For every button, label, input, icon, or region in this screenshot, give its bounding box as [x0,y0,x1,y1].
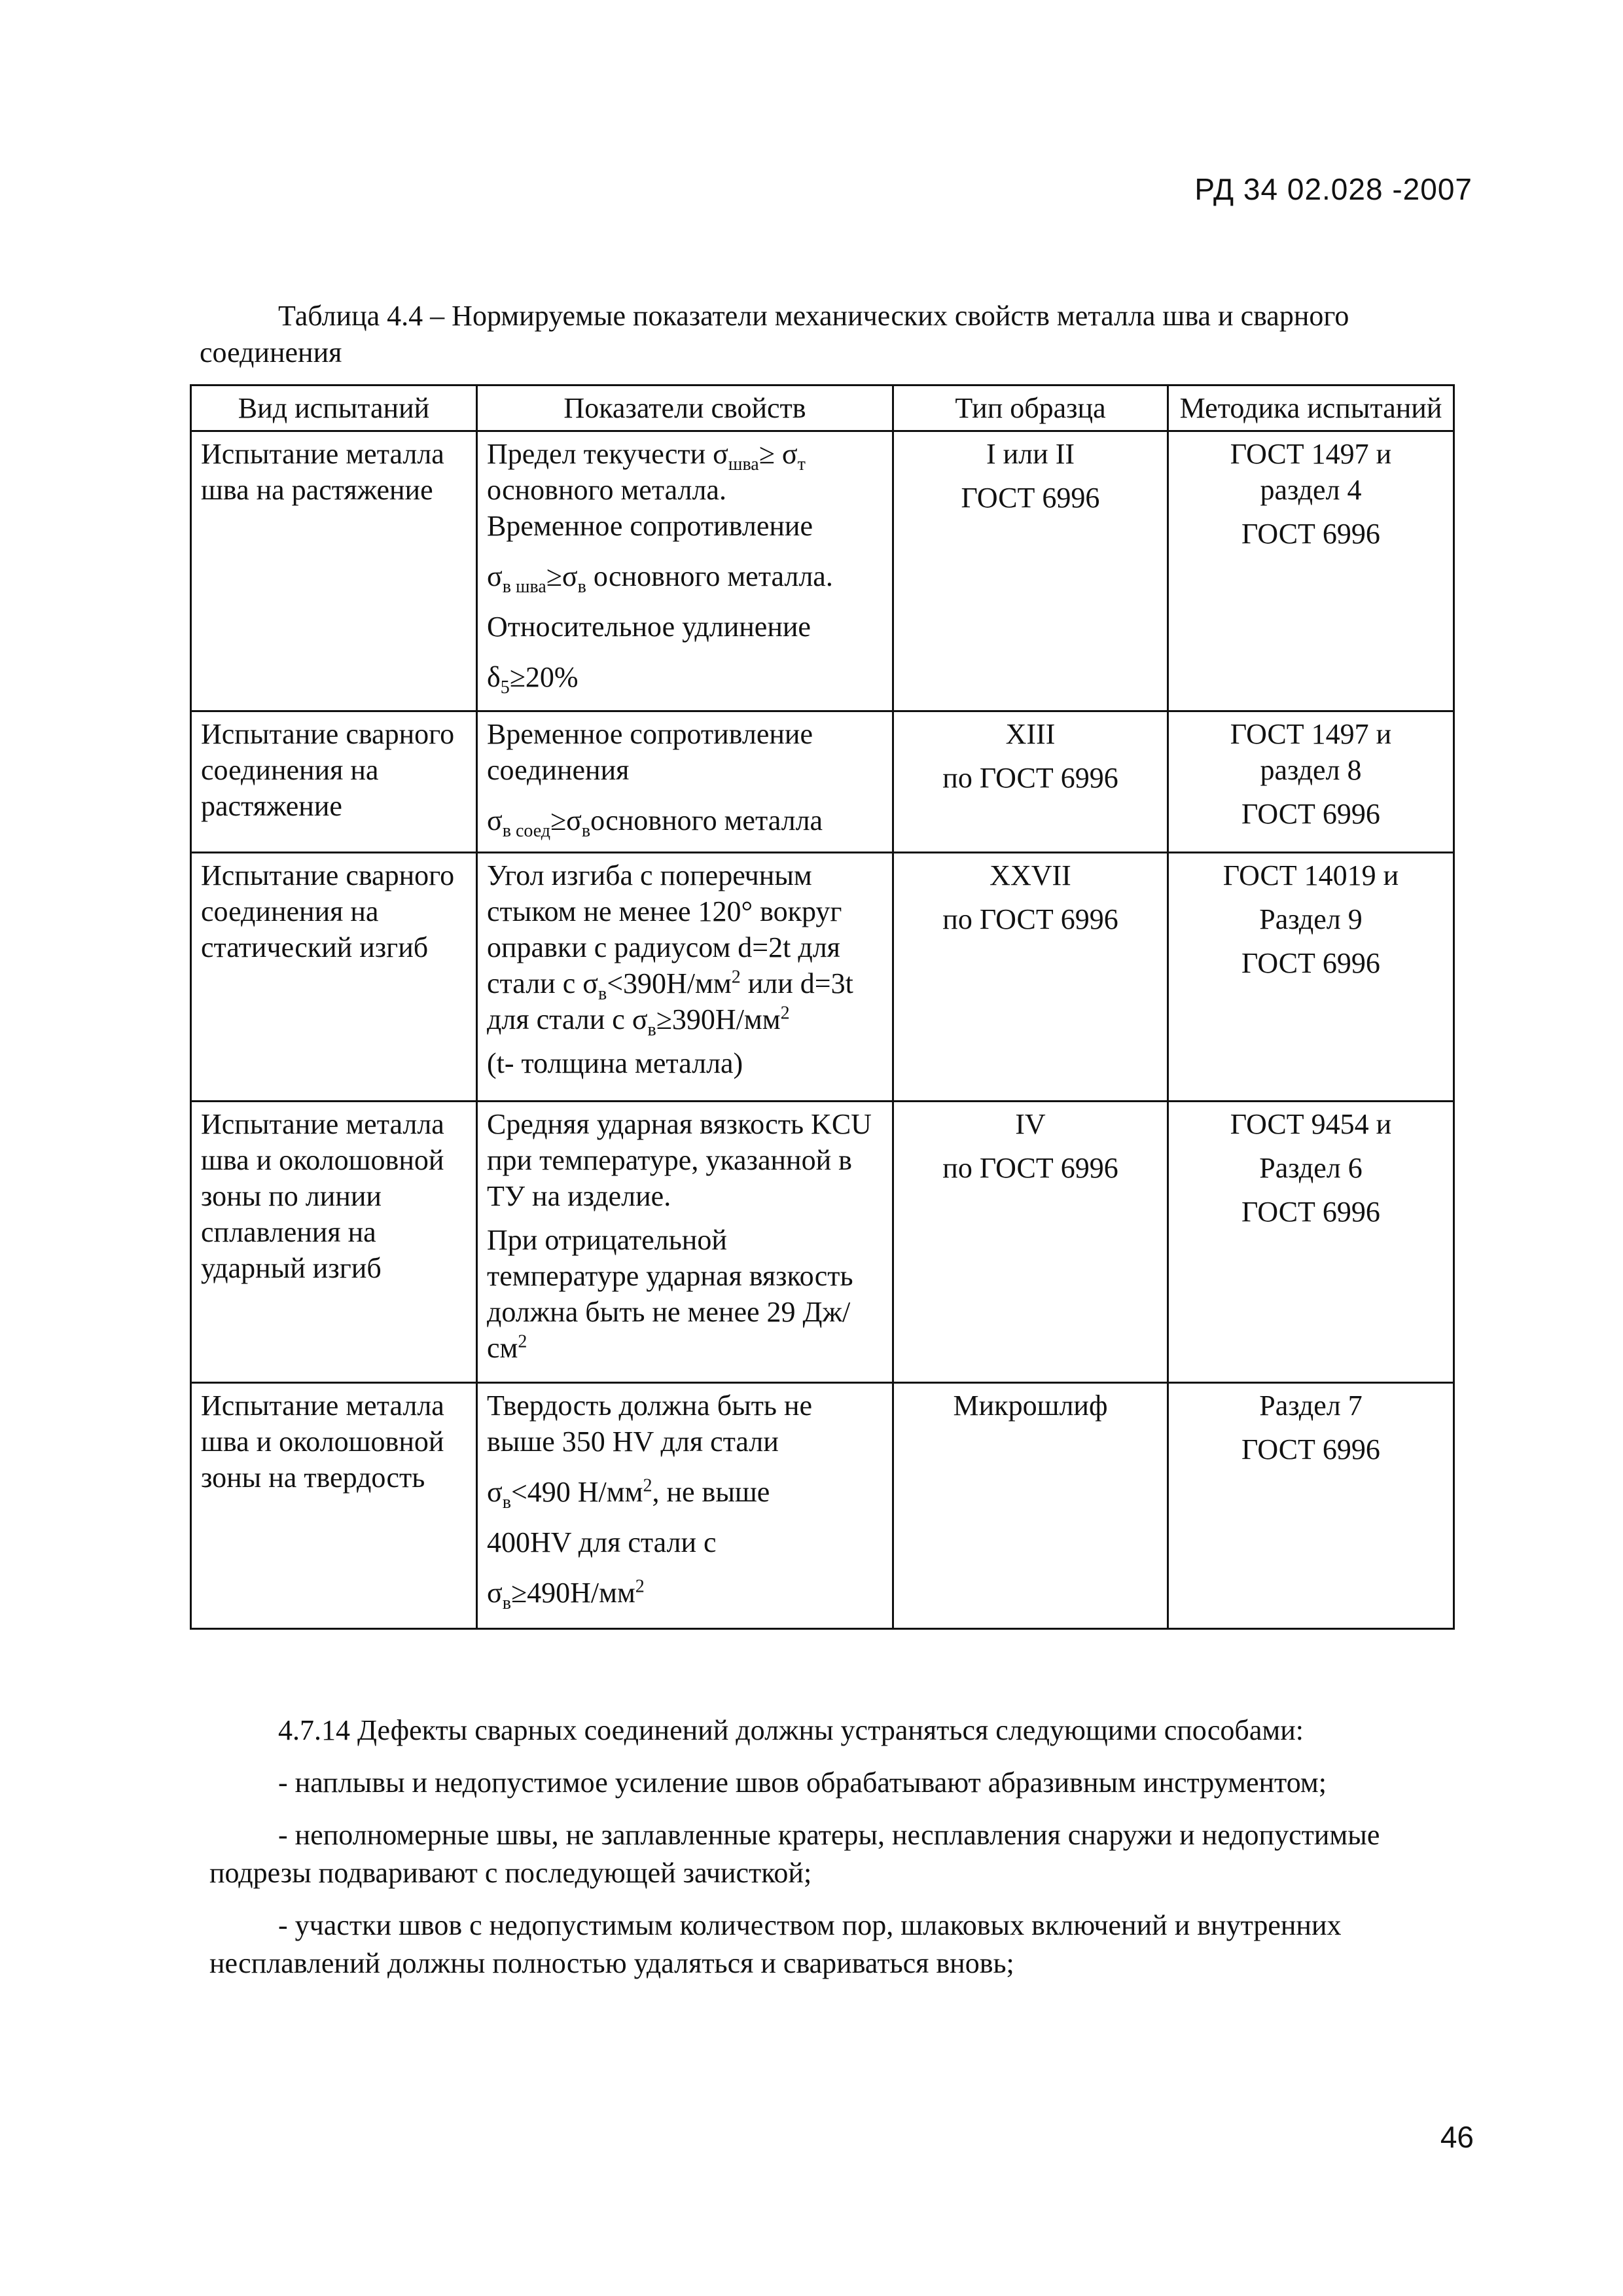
type-line: по ГОСТ 6996 [942,1152,1118,1184]
prop-line: 400HV для стали с [487,1526,717,1558]
method-line: раздел 8 [1260,754,1362,786]
cell-test [191,853,477,1102]
col-header-method: Методика испытаний [1168,386,1454,431]
document-code: РД 34 02.028 -2007 [1194,172,1472,206]
list-item: - неполномерные швы, не заплавленные кратеры, несплавления снаружи и недопустимые подрезы подваривают с последующей зачисткой; [209,1819,1380,1889]
properties-table [190,384,1455,1630]
method-line: ГОСТ 6996 [1241,798,1380,830]
type-line: по ГОСТ 6996 [942,762,1118,794]
table-caption: Таблица 4.4 – Нормируемые показатели механических свойств металла шва и сварного соединения [200,300,1349,368]
test-name: Испытание металла шва на растяжение [201,438,444,506]
cell-type [893,1102,1168,1383]
prop-line: (t- толщина металла) [487,1047,743,1079]
cell-test [191,1102,477,1383]
test-name: Испытание сварного соединения на статический изгиб [201,859,455,963]
cell-test [191,1383,477,1629]
test-name: Испытание сварного соединения на растяжение [201,718,455,822]
cell-method [1168,711,1454,853]
cell-props [477,1102,893,1383]
table-row [191,431,1454,711]
prop-line: Относительное удлинение [487,611,811,643]
method-line: Раздел 6 [1259,1152,1363,1184]
method-line: Раздел 9 [1259,903,1363,935]
type-line: Микрошлиф [953,1390,1108,1422]
page-number: 46 [1440,2120,1474,2154]
cell-method [1168,1383,1454,1629]
cell-props [477,853,893,1102]
cell-type [893,711,1168,853]
test-name: Испытание металла шва и околошовной зоны на твердость [201,1390,444,1494]
body-text [209,1712,1456,1997]
cell-type [893,853,1168,1102]
cell-method [1168,431,1454,711]
cell-test [191,711,477,853]
prop-line: $\sigma_{в соед}\ge\sigma_восновного$ металла [487,804,823,841]
type-line: IV [1015,1108,1046,1140]
prop-line: Твердость должна быть не выше 350 HV для стали [487,1390,813,1458]
table-header-row [191,386,1454,431]
prop-line: $\delta_5\ge 20\%$ [487,661,579,698]
prop-line: Угол изгиба с поперечным стыком не менее 120° вокруг оправки с радиусом d=2t для стали с $\sigma_в<390Н/мм^2$ или d=3t для стали с $\sigma_в\ge 390Н/мм^2$ [487,859,853,1040]
table-row [191,711,1454,853]
type-line: I или II [986,438,1075,470]
cell-method [1168,853,1454,1102]
prop-line: Средняя ударная вязкость KCU при температуре, указанной в ТУ на изделие. [487,1108,872,1212]
table-row [191,1383,1454,1629]
prop-line: Предел текучести $\sigma_{шва}\ge \sigma_т$ основного металла. [487,438,806,506]
prop-line: Временное сопротивление соединения [487,718,813,786]
method-line: ГОСТ 6996 [1241,947,1380,979]
col-header-props: Показатели свойств [477,386,893,431]
col-header-test: Вид испытаний [191,386,477,431]
list-item: - участки швов с недопустимым количеством пор, шлаковых включений и внутренних несплавлений должны полностью удаляться и свариваться вновь; [209,1909,1342,1979]
method-line: ГОСТ 6996 [1241,518,1380,550]
cell-props [477,711,893,853]
type-line: ГОСТ 6996 [961,482,1100,514]
table-row [191,1102,1454,1383]
prop-line: $\sigma_в\ge 490Н/мм^2$ [487,1576,645,1613]
type-line: XIII [1005,718,1056,750]
method-line: ГОСТ 9454 и [1230,1108,1392,1140]
cell-test [191,431,477,711]
type-line: XXVII [990,859,1071,891]
method-line: Раздел 7 [1259,1390,1363,1422]
cell-props [477,431,893,711]
test-name: Испытание металла шва и околошовной зоны по линии сплавления на ударный изгиб [201,1108,444,1284]
prop-line: При отрицательной температуре ударная вязкость должна быть не менее 29 $Дж/см^2$ [487,1224,853,1364]
list-item: - наплывы и недопустимое усиление швов обрабатывают абразивным инструментом; [278,1767,1327,1799]
method-line: ГОСТ 6996 [1241,1433,1380,1465]
type-line: по ГОСТ 6996 [942,903,1118,935]
cell-method [1168,1102,1454,1383]
prop-line: $\sigma_{в шва}\ge\sigma_в$ основного металла. [487,560,833,597]
col-header-type: Тип образца [893,386,1168,431]
method-line: ГОСТ 1497 и [1230,718,1392,750]
cell-props [477,1383,893,1629]
paragraph: 4.7.14 Дефекты сварных соединений должны устраняться следующими способами: [278,1714,1304,1746]
prop-line: Временное сопротивление [487,510,813,542]
method-line: ГОСТ 14019 и [1222,859,1399,891]
cell-type [893,1383,1168,1629]
prop-line: $\sigma_в<490$ $Н/мм^2$, не выше [487,1475,770,1513]
method-line: ГОСТ 1497 и [1230,438,1392,470]
method-line: ГОСТ 6996 [1241,1196,1380,1228]
cell-type [893,431,1168,711]
table-row [191,853,1454,1102]
method-line: раздел 4 [1260,474,1362,506]
